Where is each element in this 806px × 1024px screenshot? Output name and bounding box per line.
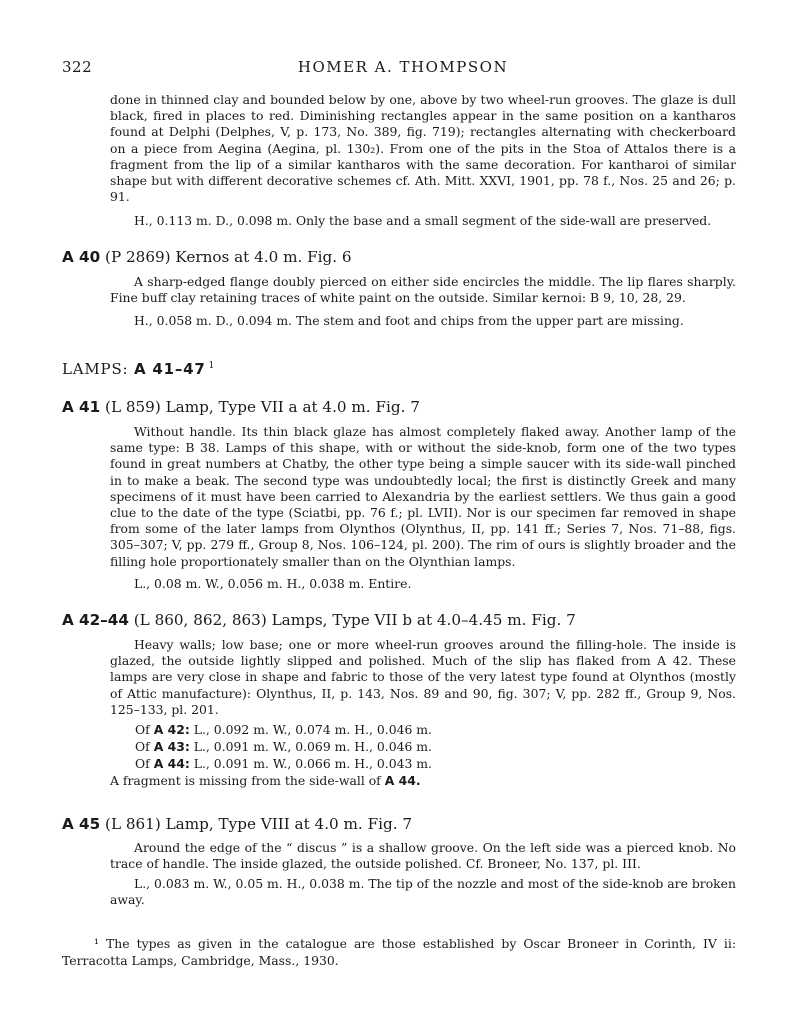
fragment-text: A fragment is missing from the side-wall of bbox=[110, 773, 381, 788]
entry-heading-a40 bbox=[62, 248, 352, 266]
entry-title: (L 861) Lamp, Type VIII at 4.0 m. Fig. 7 bbox=[105, 815, 413, 833]
row-values: L., 0.091 m. W., 0.069 m. H., 0.046 m. bbox=[193, 739, 432, 754]
entry-title: (L 860, 862, 863) Lamps, Type VII b at 4.0–4.45 m. Fig. 7 bbox=[133, 611, 576, 629]
footnote: ¹ The types as given in the catalogue are those established by Oscar Broneer in Corinth, IV ii: Terracotta Lamps, Cambridge, Mass., 1930. bbox=[62, 936, 736, 968]
entry-number: A 41 bbox=[62, 398, 101, 416]
entry-measurements-a41: L., 0.08 m. W., 0.056 m. H., 0.038 m. Entire. bbox=[134, 576, 412, 591]
section-heading-lamps bbox=[62, 360, 215, 378]
row-prefix: Of bbox=[135, 722, 150, 737]
measurements-a39: H., 0.113 m. D., 0.098 m. Only the base and a small segment of the side-wall are preserved. bbox=[134, 213, 712, 228]
running-header-author: HOMER A. THOMPSON bbox=[297, 58, 509, 76]
fragment-ref: A 44. bbox=[384, 773, 421, 788]
entry-heading-a41 bbox=[62, 398, 420, 416]
entry-description-a42-44: Heavy walls; low base; one or more wheel-run grooves around the filling-hole. The inside is glazed, the outside lightly slipped and polished. Much of the slip has flaked from A 42. These lamps are very close in shape and fabric to those of the very latest type found at Olynthos (mostly of Attic manufacture): Olynthus, II, p. 143, Nos. 89 and 90, fig. 307; V, pp. 282 ff., Group 9, Nos. 125–133, pl. 201. bbox=[110, 637, 736, 717]
entry-measurements-a45: L., 0.083 m. W., 0.05 m. H., 0.038 m. The tip of the nozzle and most of the side-knob are broken away. bbox=[110, 876, 736, 908]
page-number: 322 bbox=[62, 58, 93, 76]
footnote-marker: 1 bbox=[208, 361, 216, 371]
row-values: L., 0.091 m. W., 0.066 m. H., 0.043 m. bbox=[193, 756, 432, 771]
measurement-row-a44 bbox=[135, 756, 432, 772]
entry-description-a41: Without handle. Its thin black glaze has almost completely flaked away. Another lamp of the same type: B 38. Lamps of this shape, with or without the side-knob, form one of the two types found in great numbers at Chatby, the other type being a simple saucer with its side-wall pinched in to make a beak. The second type was undoubtedly local; the first is distinctly Greek and many specimens of it must have been carried to Alexandria by the earliest settlers. We thus gain a good clue to the date of the type (Sciatbi, pp. 76 f.; pl. LVII). Nor is our specimen far removed in shape from some of the later lamps from Olynthos (Olynthus, II, pp. 141 ff.; Series 7, Nos. 71–88, figs. 305–307; V, pp. 279 ff., Group 8, Nos. 106–124, pl. 200). The rim of ours is slightly broader and the filling hole proportionately smaller than on the Olynthian lamps. bbox=[110, 424, 736, 569]
measurement-row-a42 bbox=[135, 722, 432, 738]
row-label: A 42: bbox=[153, 722, 190, 737]
entry-number: A 45 bbox=[62, 815, 101, 833]
section-range: A 41–47 bbox=[133, 360, 206, 378]
row-label: A 43: bbox=[153, 739, 190, 754]
row-values: L., 0.092 m. W., 0.074 m. H., 0.046 m. bbox=[193, 722, 432, 737]
section-label: LAMPS: bbox=[62, 360, 129, 378]
entry-number: A 42–44 bbox=[62, 611, 129, 629]
fragment-note bbox=[110, 773, 421, 789]
row-label: A 44: bbox=[153, 756, 190, 771]
entry-title: (P 2869) Kernos at 4.0 m. Fig. 6 bbox=[105, 248, 352, 266]
paragraph-continued: done in thinned clay and bounded below by one, above by two wheel-run grooves. The glaze is dull black, fired in places to red. Diminishing rectangles appear in the same position on a kantharos found at Delphi (Delphes, V, p. 173, No. 389, fig. 719); rectangles alternating with checkerboard on a piece from Aegina (Aegina, pl. 130₂). From one of the pits in the Stoa of Attalos there is a fragment from the lip of a similar kantharos with the same decoration. For kantharoi of similar shape but with different decorative schemes cf. Ath. Mitt. XXVI, 1901, pp. 78 f., Nos. 25 and 26; p. 91. bbox=[110, 92, 736, 205]
measurement-row-a43 bbox=[135, 739, 432, 755]
entry-description-a45: Around the edge of the “ discus ” is a shallow groove. On the left side was a pierced knob. No trace of handle. The inside glazed, the outside polished. Cf. Broneer, No. 137, pl. III. bbox=[110, 840, 736, 872]
entry-measurements-a40: H., 0.058 m. D., 0.094 m. The stem and foot and chips from the upper part are missing. bbox=[134, 313, 684, 328]
row-prefix: Of bbox=[135, 756, 150, 771]
row-prefix: Of bbox=[135, 739, 150, 754]
entry-title: (L 859) Lamp, Type VII a at 4.0 m. Fig. 7 bbox=[105, 398, 420, 416]
entry-number: A 40 bbox=[62, 248, 101, 266]
entry-heading-a42-44 bbox=[62, 611, 576, 629]
entry-heading-a45 bbox=[62, 815, 412, 833]
entry-description-a40: A sharp-edged flange doubly pierced on either side encircles the middle. The lip flares sharply. Fine buff clay retaining traces of white paint on the outside. Similar kernoi: B 9, 10, 28, 29. bbox=[110, 274, 736, 306]
